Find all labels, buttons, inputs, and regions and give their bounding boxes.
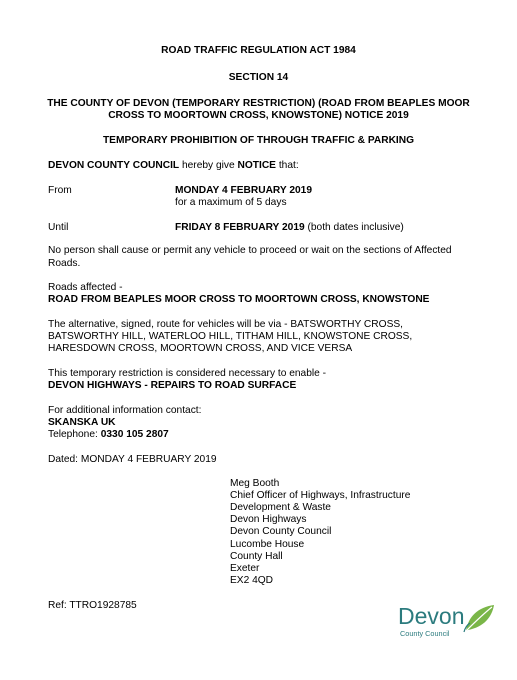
- signatory-org-1: Devon Highways: [230, 514, 307, 525]
- alternative-route-line-2: BATSWORTHY HILL, WATERLOO HILL, TITHAM HILL, KNOWSTONE CROSS,: [48, 331, 413, 342]
- section-title: SECTION 14: [228, 72, 289, 83]
- reason-line-1: This temporary restriction is considered necessary to enable -: [48, 368, 327, 379]
- until-line: [175, 222, 404, 234]
- alternative-route-line-1: The alternative, signed, route for vehicles will be via - BATSWORTHY CROSS,: [48, 319, 403, 330]
- order-title-line-1: THE COUNTY OF DEVON (TEMPORARY RESTRICTION) (ROAD FROM BEAPLES MOOR: [47, 98, 470, 109]
- phone-label: Telephone:: [48, 429, 98, 440]
- notice-heading: TEMPORARY PROHIBITION OF THROUGH TRAFFIC & PARKING: [102, 135, 415, 146]
- council-name: DEVON COUNTY COUNCIL: [48, 160, 180, 171]
- reason-line-2: DEVON HIGHWAYS - REPAIRS TO ROAD SURFACE: [48, 380, 297, 391]
- act-title: ROAD TRAFFIC REGULATION ACT 1984: [161, 45, 356, 56]
- alternative-route-line-3: HARESDOWN CROSS, MOORTOWN CROSS, AND VICE VERSA: [48, 343, 353, 354]
- contact-name: SKANSKA UK: [48, 417, 116, 428]
- leaf-icon: [462, 603, 496, 633]
- devon-county-council-logo: [398, 603, 498, 643]
- from-label: From: [48, 185, 72, 196]
- that-text: that:: [278, 160, 299, 171]
- phone-number: 0330 105 2807: [100, 429, 169, 440]
- dated-line: Dated: MONDAY 4 FEBRUARY 2019: [48, 454, 217, 465]
- reference-number: Ref: TTRO1928785: [48, 600, 137, 611]
- contact-label: For additional information contact:: [48, 405, 202, 416]
- from-date: MONDAY 4 FEBRUARY 2019: [175, 185, 313, 196]
- prohibition-line-1: No person shall cause or permit any vehicle to proceed or wait on the sections of Affected: [48, 245, 452, 256]
- signatory-title-1: Chief Officer of Highways, Infrastructure: [230, 490, 411, 501]
- signatory-title-2: Development & Waste: [230, 502, 331, 513]
- roads-affected-label: Roads affected -: [48, 282, 123, 293]
- address-line-1: Lucombe House: [230, 539, 305, 550]
- logo-wordmark: Devon: [398, 603, 465, 629]
- from-duration-note: for a maximum of 5 days: [175, 197, 287, 208]
- signatory-org-2: Devon County Council: [230, 526, 332, 537]
- until-note: (both dates inclusive): [307, 222, 404, 233]
- address-line-2: County Hall: [230, 551, 283, 562]
- signatory-name: Meg Booth: [230, 478, 280, 489]
- prohibition-line-2: Roads.: [48, 258, 81, 269]
- logo-subtitle: County Council: [400, 629, 450, 638]
- intro-line: [48, 160, 299, 172]
- hereby-text: hereby give: [181, 160, 235, 171]
- address-postcode: EX2 4QD: [230, 575, 274, 586]
- notice-word: NOTICE: [237, 160, 276, 171]
- address-line-3: Exeter: [230, 563, 260, 574]
- order-title-line-2: CROSS TO MOORTOWN CROSS, KNOWSTONE) NOTICE 2019: [108, 110, 409, 121]
- until-date: FRIDAY 8 FEBRUARY 2019: [175, 222, 305, 233]
- contact-phone-line: [48, 429, 169, 441]
- until-label: Until: [48, 222, 69, 233]
- roads-affected-value: ROAD FROM BEAPLES MOOR CROSS TO MOORTOWN CROSS, KNOWSTONE: [48, 294, 430, 305]
